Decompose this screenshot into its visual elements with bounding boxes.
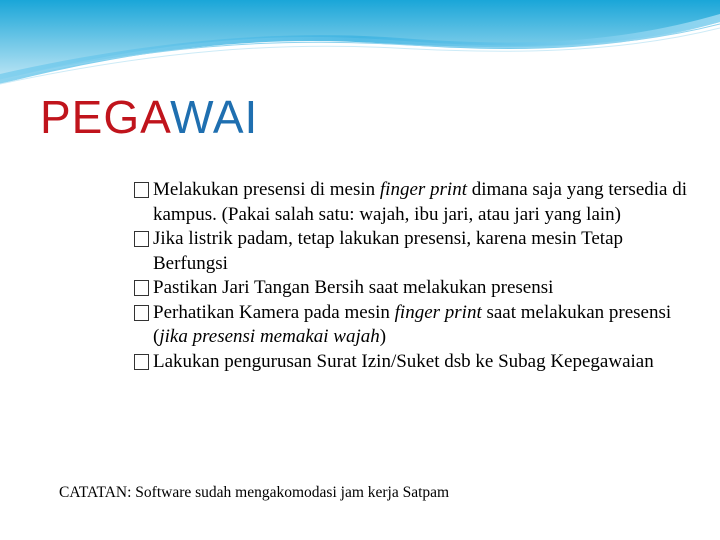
bullet-item (134, 227, 694, 276)
bullet-box-icon (134, 305, 149, 321)
header-wave-decoration (0, 0, 720, 90)
bullet-item (134, 178, 694, 227)
bullet-text-segment: Jika listrik padam, tetap lakukan presensi, karena mesin Tetap Berfungsi (153, 228, 624, 274)
bullet-item (134, 350, 694, 375)
bullet-list (134, 178, 694, 374)
bullet-item (134, 301, 694, 350)
bullet-box-icon (134, 231, 149, 247)
bullet-text-segment: ) (379, 326, 387, 347)
bullet-text-segment: finger print (394, 301, 482, 323)
bullet-text-segment: Pastikan Jari Tangan Bersih saat melakukan presensi (153, 277, 554, 298)
bullet-box-icon (134, 182, 149, 198)
bullet-text-segment: Melakukan presensi di mesin (153, 179, 380, 200)
bullet-text-segment: Perhatikan Kamera pada mesin (153, 301, 395, 323)
bullet-box-icon (134, 280, 149, 296)
footnote: CATATAN: Software sudah mengakomodasi jam kerja Satpam (59, 484, 450, 501)
bullet-text-segment: finger print (379, 179, 467, 200)
bullet-text-segment: dimana saja yang tersedia di kampus. (Pakai salah satu: wajah, ibu jari, atau jari yang lain) (153, 179, 688, 225)
bullet-box-icon (134, 354, 149, 370)
slide-title-part-1: PEGA (40, 91, 171, 143)
bullet-text-segment: jika presensi memakai wajah (159, 326, 380, 347)
bullet-text-segment: Lakukan pengurusan Surat Izin/Suket dsb ke Subag Kepegawaian (153, 350, 654, 372)
bullet-item (134, 276, 694, 301)
bullet-text-segment: saat melakukan presensi ( (153, 301, 672, 347)
slide-title-part-2: WAI (170, 91, 259, 143)
slide-title (40, 92, 258, 143)
